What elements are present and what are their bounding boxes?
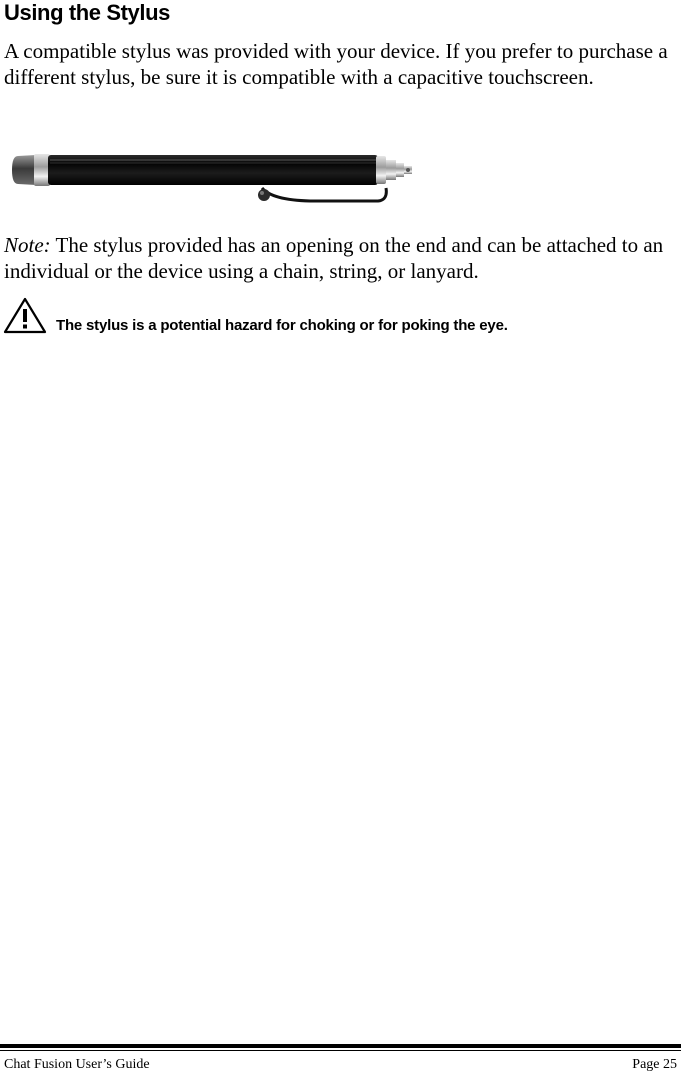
- note-label: Note:: [4, 233, 51, 257]
- warning-triangle-icon: [2, 296, 48, 336]
- page-title: Using the Stylus: [4, 0, 170, 25]
- footer-divider-thin: [0, 1050, 681, 1051]
- note-paragraph: [4, 232, 678, 284]
- footer-guide-title: Chat Fusion User’s Guide: [4, 1057, 150, 1072]
- stylus-illustration: [10, 144, 415, 206]
- note-text: The stylus provided has an opening on the end and can be attached to an individual or the device using a chain, string, or lanyard.: [4, 233, 664, 283]
- footer-page-number: Page 25: [632, 1057, 677, 1072]
- footer-divider-thick: [0, 1044, 681, 1048]
- warning-text: The stylus is a potential hazard for choking or for poking the eye.: [56, 317, 508, 334]
- intro-paragraph: A compatible stylus was provided with your device. If you prefer to purchase a different stylus, be sure it is compatible with a capacitive touchscreen.: [4, 39, 668, 89]
